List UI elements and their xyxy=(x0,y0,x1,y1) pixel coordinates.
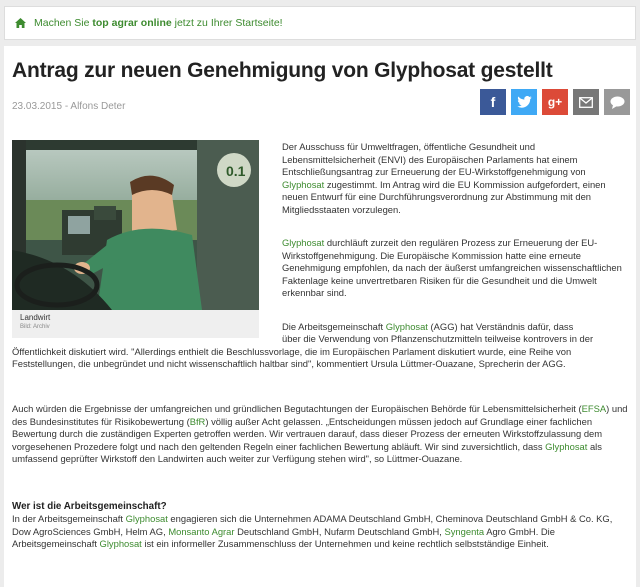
article-image xyxy=(12,140,259,310)
twitter-share-button[interactable] xyxy=(511,89,537,115)
glyphosat-link[interactable]: Glyphosat xyxy=(385,321,428,332)
page-title: Antrag zur neuen Genehmigung von Glyphosat gestellt xyxy=(12,59,553,82)
comment-icon xyxy=(610,96,625,109)
home-icon xyxy=(15,18,26,28)
facebook-icon: f xyxy=(490,94,496,110)
google-plus-icon: g+ xyxy=(547,95,563,109)
glyphosat-link[interactable]: Glyphosat xyxy=(125,513,168,524)
paragraph-2: Glyphosat durchläuft zurzeit den regulären Prozess zur Erneuerung der EU-Wirkstoffgenehmigung. Die Europäische Kommission hatte eine erneute Genehmigung empfohlen, da nach der äußerst umfangreichen wissenschaftlichen Faktenlage keine unvertretbaren Risiken für die Gesundheit und die Umwelt erkennbar sind. xyxy=(282,237,622,299)
email-share-button[interactable] xyxy=(573,89,599,115)
monsanto-link[interactable]: Monsanto Agrar xyxy=(168,525,235,537)
glyphosat-link[interactable]: Glyphosat xyxy=(545,440,588,452)
paragraph-3-cont: über die Verwendung von Pflanzenschutzmitteln teilweise kontrovers in der Öffentlichkeit diskutiert wird. "Allerdings enthielt die Beschlussvorlage, die im Europäischen Parlament diskutiert wurde, eine Reihe von Feststellungen, die unbegründet und nicht wissenschaftlich haltbar sind", kommentiert Ursula Lüttmer-Ouazane, Sprecherin der AGG. xyxy=(12,333,594,370)
bfr-link[interactable]: BfR xyxy=(189,415,206,427)
caption-title: Landwirt xyxy=(20,313,51,322)
glyphosat-link[interactable]: Glyphosat xyxy=(99,538,142,550)
article-meta: 23.03.2015 - Alfons Deter xyxy=(12,101,126,112)
share-bar xyxy=(480,89,630,115)
section-heading: Wer ist die Arbeitsgemeinschaft? xyxy=(12,501,167,512)
paragraph-1: Der Ausschuss für Umweltfragen, öffentliche Gesundheit und Lebensmittelsicherheit (ENVI) des Europäischen Parlaments hat einem Entschließungsantrag zur Erneuerung der EU-Wirkstoffgenehmigung von Glyphosat zugestimmt. Im Antrag wird die EU Kommission aufgefordert, einen neuen Entwurf für eine Durchführungsverordnung zur Abstimmung mit den Mitgliedsstaaten vorzulegen. xyxy=(282,141,606,215)
startpage-link[interactable]: Machen Sie top agrar online jetzt zu Ihrer Startseite! xyxy=(34,17,283,29)
caption-credit: Bild: Archiv xyxy=(20,324,50,330)
comment-button[interactable] xyxy=(604,89,630,115)
svg-text:0.1: 0.1 xyxy=(226,163,246,179)
email-icon xyxy=(579,97,593,108)
glyphosat-link[interactable]: Glyphosat xyxy=(282,237,325,248)
paragraph-3-start: Die Arbeitsgemeinschaft Glyphosat (AGG) hat Verständnis dafür, dass xyxy=(282,321,574,332)
google-plus-share-button[interactable] xyxy=(542,89,568,115)
article-date: 23.03.2015 xyxy=(12,101,63,112)
article xyxy=(4,46,636,587)
paragraph-4: Auch würden die Ergebnisse der umfangreichen und gründlichen Begutachtungen der Europäischen Behörde für Lebensmittelsicherheit (EFSA) und des Bundesinstitutes für Risikobewertung (BfR) völlig außer Acht gelassen. „Entscheidungen müssen jedoch auf Grundlage einer fachlichen Bewertung durch die zuständigen Experten getroffen werden. Wir vertrauen darauf, dass dieser Prozess der erneuten Wirkstoffzulassung dem vorgesehenen Prozedere folgt und nach den geltenden Regeln einer fachlichen Bewertung abläuft. Wir sind zuversichtlich, dass Glyphosat als umfassend geprüfter Wirkstoff den Landwirten auch weiter zur Verfügung stehen wird", so Lüttmer-Ouazane. xyxy=(12,403,628,465)
facebook-share-button[interactable] xyxy=(480,89,506,115)
glyphosat-link[interactable]: Glyphosat xyxy=(282,178,325,190)
efsa-link[interactable]: EFSA xyxy=(581,403,607,414)
startpage-banner[interactable] xyxy=(4,6,636,40)
farmer-in-tractor-image xyxy=(12,140,259,310)
twitter-icon xyxy=(517,96,532,108)
article-author: Alfons Deter xyxy=(70,101,126,112)
paragraph-5: In der Arbeitsgemeinschaft Glyphosat engagieren sich die Unternehmen ADAMA Deutschland GmbH, Cheminova Deutschland GmbH & Co. KG, Dow AgroSciences GmbH, Helm AG, Monsanto Agrar Deutschland GmbH, Nufarm Deutschland GmbH, Syngenta Agro GmbH. Die Arbeitsgemeinschaft Glyphosat ist ein informeller Zusammenschluss der Unternehmen und keine rechtlich selbstständige Einheit. xyxy=(12,513,613,550)
syngenta-link[interactable]: Syngenta xyxy=(444,525,485,537)
top-bar xyxy=(0,0,640,46)
